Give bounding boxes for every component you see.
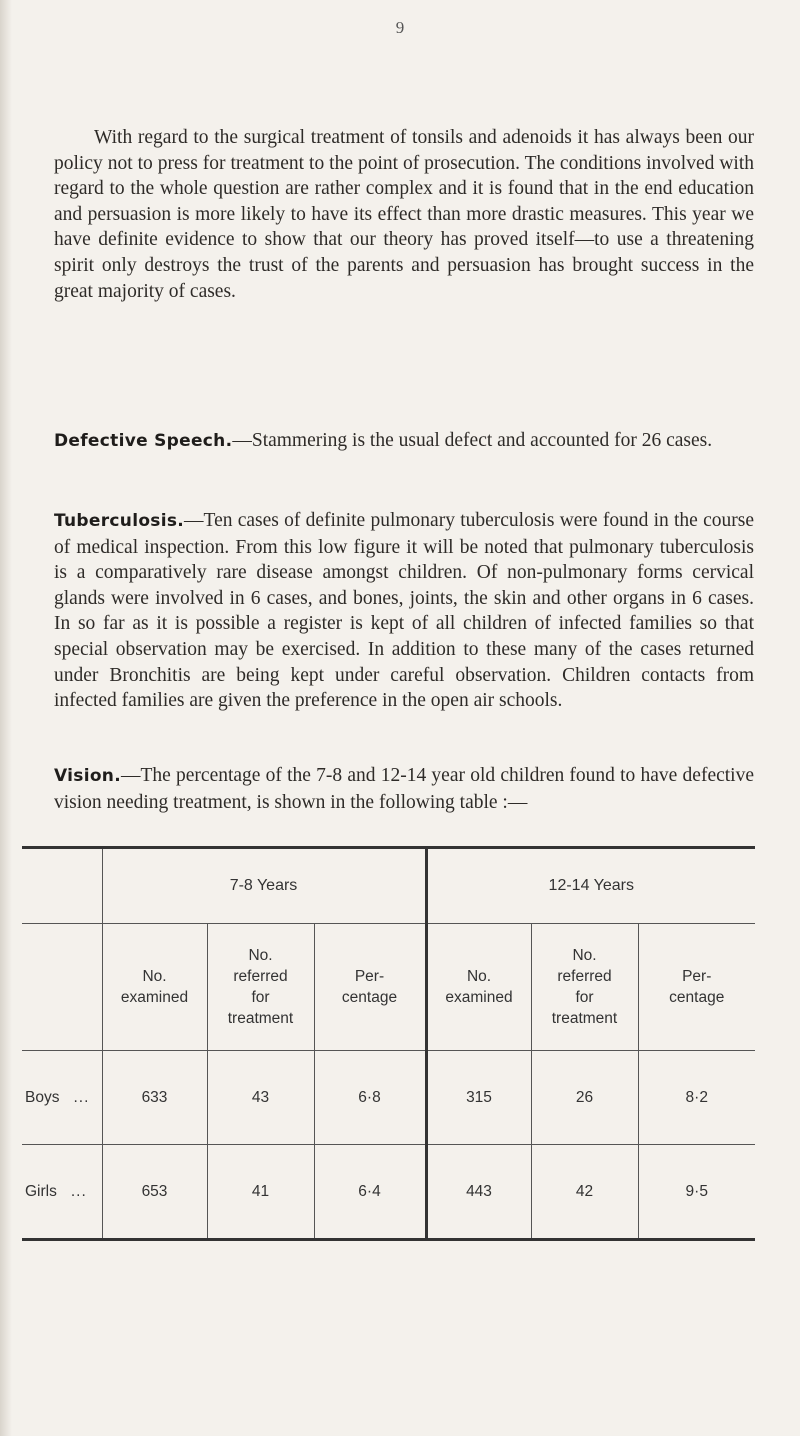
cell-boys-7-8-percentage: 6·8 (314, 1051, 426, 1145)
subheader-percentage-b: Per- centage (638, 924, 755, 1051)
page-edge-shadow (0, 0, 12, 1436)
subheader-examined-b: No. examined (426, 924, 531, 1051)
paragraph-defective-speech (54, 428, 754, 455)
speech-text: —Stammering is the usual defect and accounted for 26 cases. (232, 430, 713, 451)
table-group-header-row (22, 848, 755, 924)
paragraph-tonsils (54, 125, 754, 304)
tuberculosis-text: —Ten cases of definite pulmonary tuberculosis were found in the course of medical inspection. From this low figure it will be noted that pulmonary tuberculosis is a comparatively rare disease amongst children. Of non-pulmonary forms cervical glands were involved in 6 cases, and bones, joints, the skin and other organs in 6 cases. In so far as it is possible a register is kept of all children of infected families so that special observation may be exercised. In addition to these many of the cases returned under Bronchitis are being kept under careful observation. Children contacts from infected families are given the preference in the open air schools. (54, 510, 754, 712)
table-corner-sub (22, 924, 102, 1051)
cell-boys-7-8-examined: 633 (102, 1051, 207, 1145)
cell-girls-12-14-percentage: 9·5 (638, 1145, 755, 1240)
table-row (22, 1145, 755, 1240)
group-header-12-14: 12-14 Years (426, 848, 755, 924)
cell-girls-7-8-referred: 41 (207, 1145, 314, 1240)
table-subheader-row (22, 924, 755, 1051)
cell-boys-12-14-percentage: 8·2 (638, 1051, 755, 1145)
cell-boys-7-8-referred: 43 (207, 1051, 314, 1145)
cell-girls-7-8-examined: 653 (102, 1145, 207, 1240)
vision-table (22, 846, 755, 1241)
tuberculosis-heading: Tuberculosis. (54, 511, 185, 531)
cell-girls-12-14-referred: 42 (531, 1145, 638, 1240)
row-label-girls: Girls ... (22, 1145, 102, 1240)
subheader-referred-a: No. referred for treatment (207, 924, 314, 1051)
cell-girls-7-8-percentage: 6·4 (314, 1145, 426, 1240)
tonsils-text: With regard to the surgical treatment of tonsils and adenoids it has always been our policy not to press for treatment to the point of prosecution. The conditions involved with regard to the whole question are rather complex and it is found that in the end education and persuasion is more likely to have its effect than more drastic measures. This year we have definite evidence to show that our theory has proved itself—to use a threatening spirit only destroys the trust of the parents and persuasion has brought success in the great majority of cases. (54, 127, 754, 302)
table-row (22, 1051, 755, 1145)
subheader-percentage-a: Per- centage (314, 924, 426, 1051)
subheader-examined-a: No. examined (102, 924, 207, 1051)
vision-text: —The percentage of the 7-8 and 12-14 year old children found to have defective vision needing treatment, is shown in the following table :— (54, 765, 754, 813)
speech-heading: Defective Speech. (54, 431, 233, 451)
vision-heading: Vision. (54, 766, 121, 786)
paragraph-vision (54, 763, 754, 815)
row-label-boys: Boys ... (22, 1051, 102, 1145)
cell-boys-12-14-referred: 26 (531, 1051, 638, 1145)
subheader-referred-b: No. referred for treatment (531, 924, 638, 1051)
cell-girls-12-14-examined: 443 (426, 1145, 531, 1240)
cell-boys-12-14-examined: 315 (426, 1051, 531, 1145)
page-number: 9 (395, 18, 405, 37)
group-header-7-8: 7-8 Years (102, 848, 426, 924)
table-corner (22, 848, 102, 924)
paragraph-tuberculosis (54, 508, 754, 714)
